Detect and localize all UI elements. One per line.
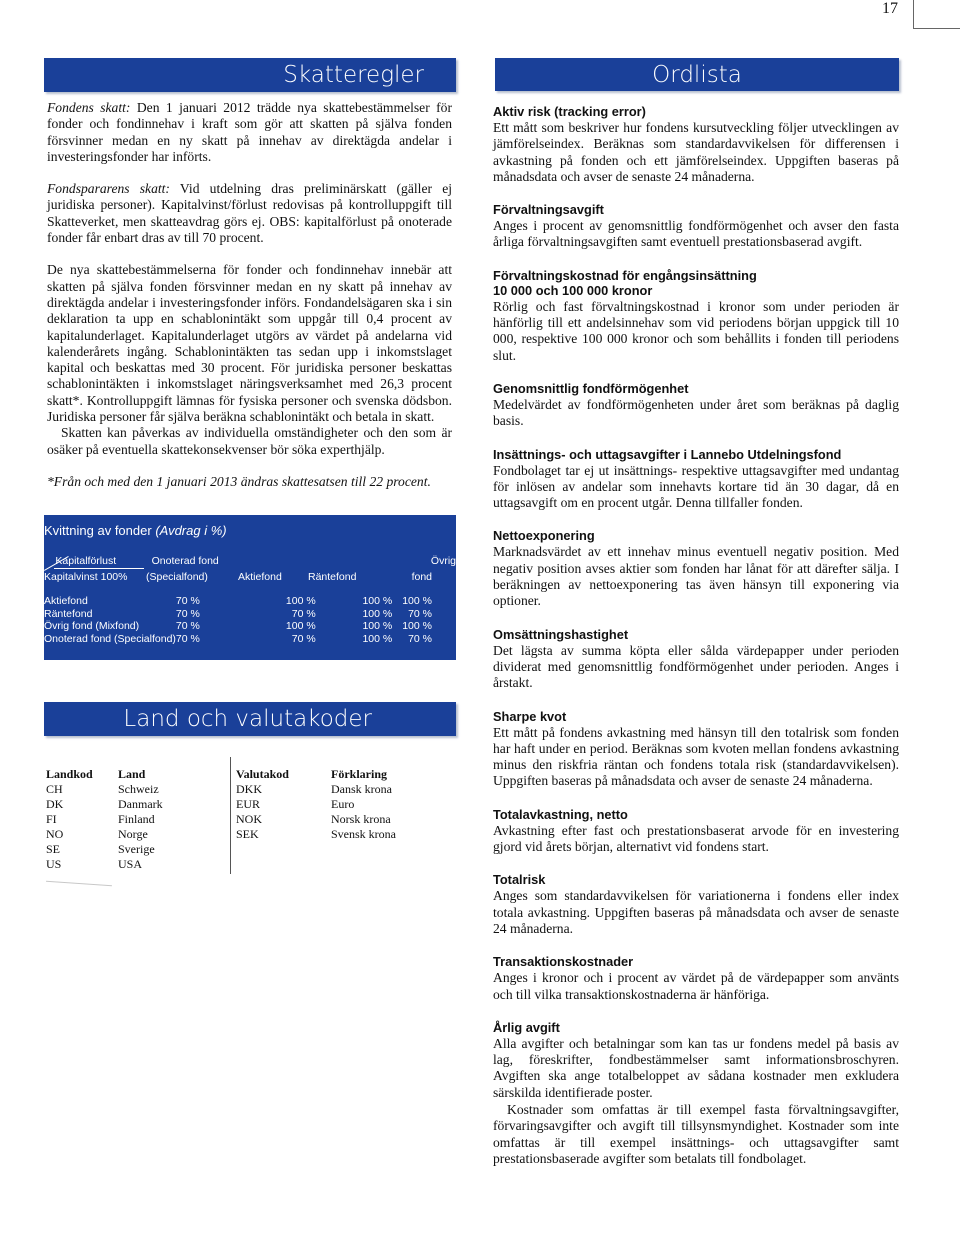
currency-code: DKK [236,782,262,796]
kvittning-title [44,523,227,538]
kvittning-cell: 70 % [175,607,200,620]
text-fondspararens-skatt: Vid utdelning dras preliminärskatt (gäller ej juridiska personer). Kapitalvinst/förlust redovisas på kontrolluppgift till Skatteverket, men skatteavdrag görs ej. OBS: kapitalförlust på onoterade fonder får enbart dras av till 70 procent. [47,181,452,246]
glossary-entry [493,709,899,790]
land-valutakoder-heading: Land och valutakoder [44,702,456,736]
kvittning-cell: 100 % [362,595,393,608]
glossary-definition: Anges i kronor och i procent av värdet på de värdepapper som använts och till vilka transaktionskostnaderna är hänföriga. [493,970,899,1002]
glossary-entry [493,528,899,609]
glossary-term: Förvaltningsavgift [493,202,604,218]
glossary-entry [493,381,899,430]
kvittning-head-row-2 [44,571,432,584]
country-code: SE [46,842,61,856]
label-fondspararens-skatt: Fondspararens skatt: [47,181,170,197]
currency-name: Svensk krona [331,827,396,841]
decorative-rule [46,881,112,887]
country-name: Schweiz [118,782,159,796]
currency-row [236,827,396,842]
glossary-term-line2: 10 000 och 100 000 kronor [493,282,653,298]
glossary-definition: Anges som standardavvikelsen för variationerna i fondens eller index totala avkastning. Uppgiften baseras på månadsdata och avser de senaste 24 månaderna. [493,888,899,936]
glossary-definition-cont: Kostnader som omfattas är till exempel fasta förvaltningsavgifter, förvaringsavgifter och avgift till tillsynsmyndighet. Kostnader som inte omfattas är till exempel insättnings- och uttagsavgifter samt prestationsbaserade avgifter som betalats till fondbolaget. [493,1101,899,1166]
country-name: USA [118,857,143,871]
glossary-definition: Avkastning efter fast och prestationsbaserat arvode för en investering gjord vid årets början, alternativt vid fondens start. [493,822,899,855]
currency-list [236,782,396,842]
paragraph-expert: Skatten kan påverkas av individuella omständigheter och den som är osäker på eventuella skattekonsekvenser bör söka experthjälp. [47,425,452,457]
glossary-definition: Marknadsvärdet av ett innehav minus eventuell negativ position. Med negativ position avses aktier som fonden har lånat för att därefter sälja. I beräkningen av nettoexponering tas även hänsyn till exponering via optioner. [493,544,899,609]
country-code: DK [46,797,64,811]
country-code: FI [46,812,57,826]
kvittning-cell: 100 % [362,620,393,633]
page-number: 17 [882,0,898,17]
currency-name: Norsk krona [331,812,391,826]
kvittning-cell: 100 % [285,595,316,608]
country-list [46,782,163,872]
kvittning-cell: 70 % [291,632,316,645]
kvittning-cell: 70 % [408,632,432,645]
currency-name: Euro [331,797,355,811]
glossary-term: Omsättningshastighet [493,626,629,642]
currency-row [236,797,396,812]
head-cell: (Specialfond) [146,571,208,584]
glossary-term: Genomsnittlig fondförmögenhet [493,380,689,396]
country-row [46,797,163,812]
kvittning-row [44,608,432,621]
glossary-term: Aktiv risk (tracking error) [493,104,646,119]
kvittning-cell: 100 % [402,595,432,608]
currency-row [236,782,396,797]
footnote: *Från och med den 1 januari 2013 ändras skattesatsen till 22 procent. [47,473,431,489]
head-cell: Onoterad fond [151,555,219,568]
header-landkod: Landkod [46,767,93,781]
country-code: CH [46,782,63,796]
kvittning-body [44,595,432,645]
currency-code: EUR [236,797,260,811]
glossary-term: Sharpe kvot [493,708,567,724]
head-cell: Kapitalvinst 100% [44,571,128,584]
country-name: Finland [118,812,155,826]
glossary-definition: Rörlig och fast förvaltningskostnad i kronor som under perioden är hänförlig till ett andelsinnehav som vid periodens början uppgick till 10 000, respektive 100 000 kronor och som behållits i fonden till periodens slut. [493,298,899,363]
glossary-definition: Anges i procent av genomsnittlig fondförmögenhet och avser den fasta årliga förvaltningsavgiften samt eventuell prestationsbaserad avgift. [493,218,899,250]
country-row [46,812,163,827]
paragraph-fondens-skatt [47,100,452,165]
country-row [46,842,163,857]
country-code: US [46,857,62,871]
glossary-entry [493,268,899,364]
country-name: Sverige [118,842,155,856]
kvittning-title-text: Kvittning av fonder [44,523,152,538]
kvittning-title-suffix: (Avdrag i %) [155,523,227,538]
kvittning-row [44,595,432,608]
glossary-definition: Medelvärdet av fondförmögenheten under året som beräknas på daglig basis. [493,396,899,429]
text-fondens-skatt: Den 1 januari 2012 trädde nya skattebestämmelser för fonder och fondinnehav i kraft som gör att skatten på själva fonden försvinner medan en ny skatt på innehav av direktägda andelar i investeringsfonder har införts. [47,100,452,164]
currency-code: SEK [236,827,259,841]
kvittning-row [44,633,432,646]
glossary-entry [493,807,899,856]
glossary-entry [493,1020,899,1167]
corner-rule-vertical [913,0,914,28]
head-cell: Kapitalförlust [55,555,117,568]
paragraph-skattebestammelser: De nya skattebestämmelserna för fonder och fondinnehav innebär att skatten på själva fonden försvinner medan en ny skatt på innehav av direktägda andelar i investeringsfonder införs. Fondandelsägaren ska i sin deklaration ta upp en schablonintäkt som uppgår till 0,4 procent av kapitalunderlaget. Kapitalunderlaget utgörs av värdet på andelarna vid kalenderårets ingång. Schablonintäkten tas sedan upp i inkomstslaget kapital och beskattas med 30 procent. För juridiska personer beskattas schablonintäkten i inkomstslaget näringsverksamhet med 26,3 procent skatt*. Kontrolluppgift lämnas för fysiska personer och svenska dödsbon. Juridiska personer får själva beräkna schablonintäkt och betala in skatt. [47,262,452,425]
kvittning-cell: 70 % [175,632,200,645]
head-cell: Aktiefond [238,571,282,584]
header-valutakod: Valutakod [236,767,289,781]
glossary-entry [493,872,899,937]
kvittning-header [44,555,456,568]
country-row [46,827,163,842]
column-divider [230,757,231,874]
kvittning-cell: Aktiefond [44,595,88,608]
kvittning-cell: 70 % [175,620,200,633]
currency-codes [236,767,396,842]
currency-code: NOK [236,812,262,826]
country-row [46,782,163,797]
head-cell: Räntefond [308,571,357,584]
glossary-term: Transaktionskostnader [493,954,634,970]
country-name: Danmark [118,797,163,811]
glossary-entry [493,202,899,251]
country-code: NO [46,827,64,841]
currency-name: Dansk krona [331,782,392,796]
glossary-definition: Ett mått som beskriver hur fondens kursutveckling följer utvecklingen av jämförelseindex. Beräknas som standardavvikelsen för differensen i avkastning på fonden och ett jämförelseindex. Uppgiften baseras på månadsdata och avser de senaste 24 månaderna. [493,120,899,184]
kvittning-row [44,620,432,633]
kvittning-cell: 100 % [402,620,432,633]
country-header [46,767,163,782]
kvittning-cell: Övrig fond (Mixfond) [44,620,140,633]
skatteregler-body [47,100,452,490]
kvittning-table [44,515,456,660]
kvittning-cell: 70 % [175,595,200,608]
glossary-entry [493,447,899,512]
glossary-definition: Det lägsta av summa köpta eller sålda värdepapper under perioden dividerat med genomsnittlig fondförmögenhet under perioden. Anges i årstakt. [493,642,899,691]
country-codes [46,767,163,872]
skatteregler-heading: Skatteregler [44,58,456,92]
country-row [46,857,163,872]
kvittning-cell: 70 % [408,607,432,620]
glossary-definition: Alla avgifter och betalningar som kan tas ur fondens medel på basis av lag, föreskrifter, fondbestämmelser samt informationsbroschyren. Avgiften ska ange totalbeloppet av sådana kostnader men exkludera särskilda identifierade poster. [493,1035,899,1100]
currency-row [236,812,396,827]
glossary-term: Insättnings- och uttagsavgifter i Lannebo Utdelningsfond [493,446,842,462]
glossary-term: Förvaltningskostnad för engångsinsättning [493,267,757,283]
currency-header [236,767,396,782]
glossary-term: Totalavkastning, netto [493,806,628,822]
kvittning-cell: Onoterad fond (Specialfond) [44,632,176,645]
glossary-entry [493,627,899,692]
header-forklaring: Förklaring [331,767,387,781]
kvittning-cell: 70 % [291,607,316,620]
ordlista-heading: Ordlista [495,58,899,91]
country-name: Norge [118,827,148,841]
head-cell: fond [411,571,432,584]
glossary-entry [493,954,899,1003]
kvittning-head-row-1 [44,555,456,568]
paragraph-fondspararens-skatt [47,181,452,246]
glossary-entry [493,104,899,185]
glossary-term: Årlig avgift [493,1019,560,1035]
kvittning-cell: 100 % [362,632,393,645]
ordlista-list [493,104,899,1184]
glossary-term: Nettoexponering [493,528,595,544]
head-cell: Övrig [430,555,456,568]
glossary-definition: Ett mått på fondens avkastning med hänsyn till den totalrisk som fonden har haft under en period. Beräknas som kvoten mellan fondens avkastning minus den riskfria räntan och fondens totala risk (standardavvikelsen). Uppgiften baseras på månadsdata och avser de senaste 24 månaderna. [493,724,899,789]
kvittning-cell: 100 % [362,607,393,620]
glossary-definition: Fondbolaget tar ej ut insättnings- respektive uttagsavgifter med undantag för inlösen av andelar som innehavts kortare tid än 30 dagar, då en uttagsavgift om en procent utgår. Denna tillfaller fonden. [493,462,899,511]
kvittning-cell: Räntefond [44,607,93,620]
label-fondens-skatt: Fondens skatt: [47,100,131,115]
kvittning-cell: 100 % [285,620,316,633]
glossary-term: Totalrisk [493,872,546,888]
header-land: Land [118,767,146,781]
corner-rule-horizontal [913,28,960,29]
